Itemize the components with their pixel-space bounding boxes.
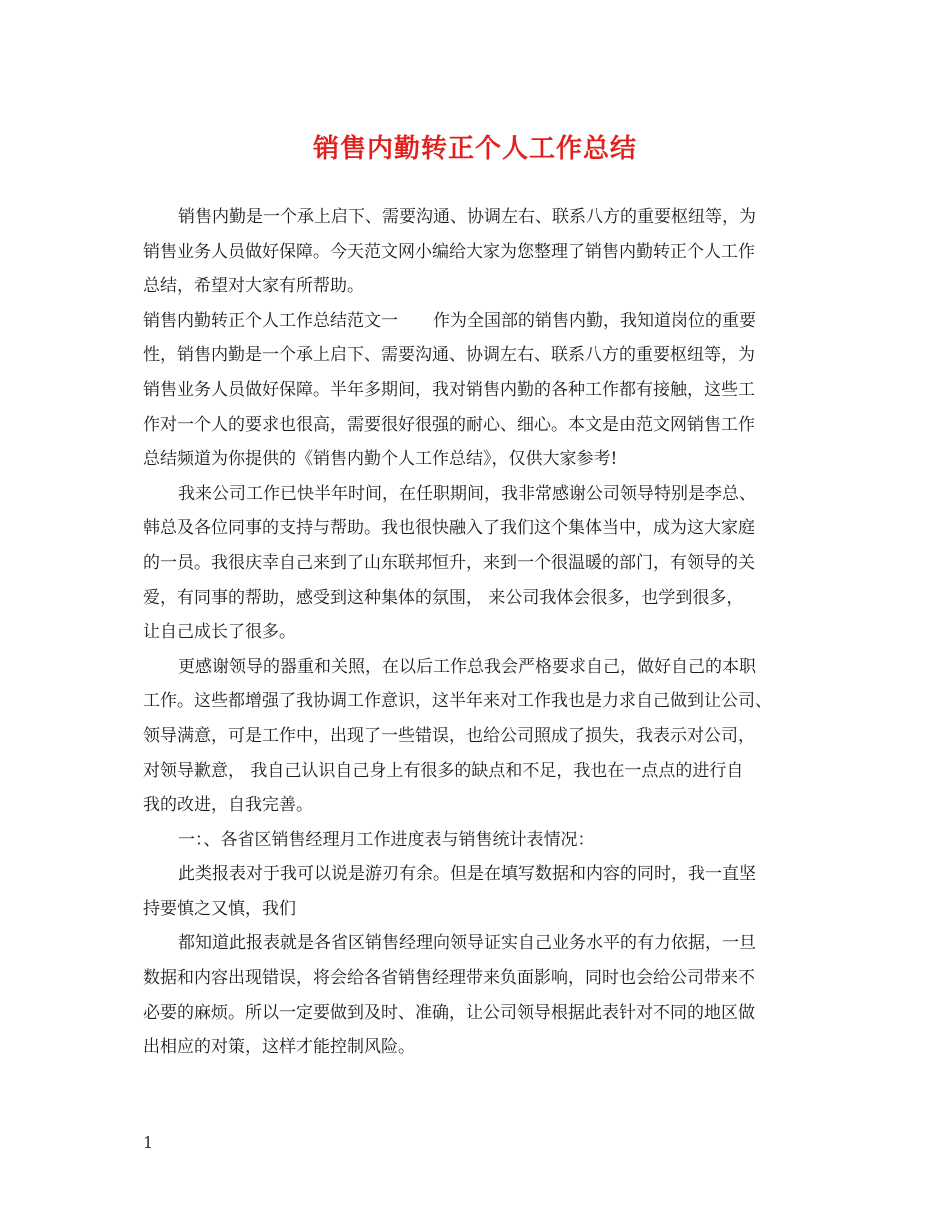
paragraph-line: 我的改进，自我完善。 [143,795,313,816]
document-title: 销售内勤转正个人工作总结 [312,134,637,164]
paragraph-line: 总结，希望对大家有所帮助。 [143,276,364,297]
list-heading: 一：、各省区销售经理月工作进度表与销售统计表情况： [178,829,595,850]
paragraph-line: 销售业务人员做好保障。半年多期间，我对销售内勤的各种工作都有接触，这些工 [143,379,755,400]
paragraph-line: 销售内勤是一个承上启下、需要沟通、协调左右、联系八方的重要枢纽等，为 [178,207,756,227]
paragraph-line: 出相应的对策，这样才能控制风险。 [143,1037,415,1058]
page-number: 1 [143,1133,154,1152]
paragraph-line: 爱，有同事的帮助，感受到这种集体的氛围， 来公司我体会很多，也学到很多， [143,587,744,608]
paragraph-line: 都知道此报表就是各省区销售经理向领导证实自己业务水平的有力依据，一旦 [178,933,756,954]
section-heading: 销售内勤转正个人工作总结范文一 [143,310,398,331]
paragraph-line: 领导满意，可是工作中，出现了一些错误，也给公司照成了损失，我表示对公司， [143,725,755,746]
paragraph-line: 总结频道为你提供的《销售内勤个人工作总结》，仅供大家参考! [143,449,618,470]
paragraph-line: 必要的麻烦。所以一定要做到及时、准确，让公司领导根据此表针对不同的地区做 [143,1002,755,1023]
paragraph-line: 我来公司工作已快半年时间，在任职期间，我非常感谢公司领导特别是李总、 [178,483,756,504]
paragraph-line: 韩总及各位同事的支持与帮助。我也很快融入了我们这个集体当中，成为这大家庭 [143,518,755,539]
paragraph-text: 作为全国部的销售内勤，我知道岗位的重要 [433,310,756,331]
paragraph-line: 更感谢领导的器重和关照，在以后工作总我会严格要求自己，做好自己的本职 [178,656,756,677]
paragraph-line: 此类报表对于我可以说是游刃有余。但是在填写数据和内容的同时，我一直坚 [178,864,756,885]
paragraph-line: 作对一个人的要求也很高，需要很好很强的耐心、细心。本文是由范文网销售工作 [143,414,755,435]
paragraph-line: 工作。这些都增强了我协调工作意识，这半年来对工作我也是力求自己做到让公司、 [143,691,772,712]
paragraph-line: 数据和内容出现错误，将会给各省销售经理带来负面影响，同时也会给公司带来不 [143,968,755,989]
paragraph-line: 的一员。我很庆幸自己来到了山东联邦恒升，来到一个很温暖的部门，有领导的关 [143,552,755,573]
paragraph-line [143,304,811,339]
paragraph-line: 持要慎之又慎，我们 [143,898,296,919]
paragraph-line: 对领导歉意， 我自己认识自己身上有很多的缺点和不足，我也在一点点的进行自 [143,760,744,781]
document-body [143,200,811,1065]
paragraph-line: 性，销售内勤是一个承上启下、需要沟通、协调左右、联系八方的重要枢纽等，为 [143,345,755,366]
paragraph-line: 让自己成长了很多。 [143,622,296,643]
paragraph-line: 销售业务人员做好保障。今天范文网小编给大家为您整理了销售内勤转正个人工作 [143,241,755,262]
